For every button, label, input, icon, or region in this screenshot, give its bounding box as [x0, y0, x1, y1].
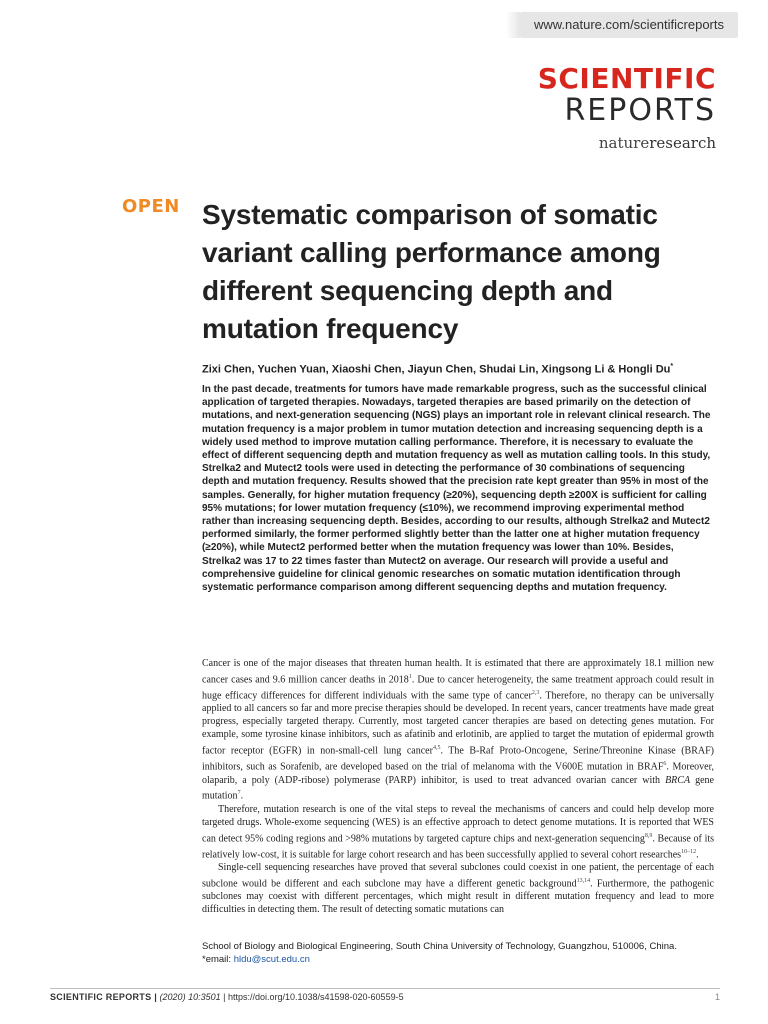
- journal-logo: [538, 64, 716, 152]
- abstract: In the past decade, treatments for tumors have made remarkable progress, such as the successful clinical application of targeted therapies. Nowadays, targeted therapies are based primarily on the detection of mutations, and next-generation sequencing (NGS) plays an important role in relevant clinical research. The mutation frequency is a major problem in tumor mutation detection and increasing sequencing depth is a widely used method to improve mutation calling performance. Therefore, it is necessary to evaluate the effect of different sequencing depth and mutation frequency as well as mutation calling tools. In this study, Strelka2 and Mutect2 tools were used in detecting the performance of 30 combinations of sequencing depth and mutation frequency. Results showed that the precision rate kept greater than 95% in most of the samples. Generally, for higher mutation frequency (≥20%), sequencing depth ≥200X is sufficient for calling 95% mutations; for lower mutation frequency (≤10%), we recommend improving experimental method rather than increasing sequencing depth. Besides, according to our results, although Strelka2 and Mutect2 performed similarly, the former performed slightly better than the latter one at higher mutation frequency (≥20%), while Mutect2 performed better when the mutation frequency was lower than 10%. Besides, Strelka2 was 17 to 22 times faster than Mutect2 on average. Our research will provide a useful and comprehensive guideline for clinical genomic researches on somatic mutation identification through systematic performance comparison among different sequencing depths and mutation frequency.: [202, 384, 711, 594]
- citation-ref[interactable]: 2,3: [531, 690, 540, 697]
- citation-ref[interactable]: 10–12: [681, 848, 697, 855]
- email-link[interactable]: hldu@scut.edu.cn: [233, 954, 310, 965]
- paragraph-1: Cancer is one of the major diseases that threaten human health. It is estimated that there are approximately 18.1 million new cancer cases and 9.6 million cancer deaths in 2018$^1$. Due to cancer heterogeneity, the same treatment approach could result in huge efficacy differences for different individuals with the same type of cancer$^{2,3}$. Therefore, no therapy can be universally applied to all cancers so far and more precise therapies should be developed. In recent years, cancer treatments have made great progress, especially targeted therapy. Currently, most targeted cancer therapies are based on detecting genes mutation. For example, some tyrosine kinase inhibitors, such as afatinib and erlotinib, are applied to target the mutation of epidermal growth factor receptor (EGFR) in non-small-cell lung cancer$^{4,5}$. The B-Raf Proto-Oncogene, Serine/Threonine Kinase (BRAF) inhibitors, such as Sorafenib, are developed based on the trial of melanoma with the V600E mutation in BRAF$^6$. Moreover, olaparib, a poly (ADP-ribose) polymerase (PARP) inhibitor, is used to treat advanced ovarian cancer with BRCA gene mutation$^7$.: [202, 658, 715, 802]
- corresponding-author-mark: *: [670, 363, 674, 370]
- citation-ref[interactable]: 7: [237, 790, 241, 797]
- article-title: Systematic comparison of somatic variant calling performance among different sequencing depth and mutation frequency: [202, 199, 661, 344]
- publisher-logo: [538, 134, 716, 152]
- journal-name-line1: SCIENTIFIC: [537, 62, 716, 95]
- citation-ref[interactable]: 6: [663, 761, 667, 768]
- affiliation-block: [202, 940, 722, 966]
- open-access-badge: OPEN: [122, 196, 180, 217]
- footer-journal: SCIENTIFIC REPORTS |: [50, 992, 158, 1002]
- email-line: *email: hldu@scut.edu.cn: [202, 954, 310, 965]
- citation-ref[interactable]: 8,9: [644, 832, 653, 839]
- citation-ref[interactable]: 1: [408, 673, 412, 680]
- publisher-suffix: research: [649, 134, 716, 152]
- footer-divider: [50, 988, 720, 989]
- citation-ref[interactable]: 4,5: [432, 745, 441, 752]
- journal-name-line2: REPORTS: [564, 93, 716, 128]
- publisher-prefix: nature: [598, 134, 650, 152]
- affiliation-line: School of Biology and Biological Engineering, South China University of Technology, Guangzhou, 510006, China.: [202, 941, 677, 952]
- page-footer: [50, 992, 720, 1002]
- paragraph-3: Single-cell sequencing researches have proved that several subclones could coexist in one patient, the percentage of each subclone would be different and each subclone may have a different genetic background$^{13,14}$. Furthermore, the pathogenic subclones may coexist with different percentages, which might result in different mutation frequency and lead to more difficulties in detecting them. The result of detecting somatic mutations can: [202, 861, 714, 916]
- paragraph-2: Therefore, mutation research is one of the vital steps to reveal the mechanisms of cancers and could help develop more targeted drugs. Whole-exome sequencing (WES) is an effective approach to detect genome mutations. It is reported that WES can detect 95% coding regions and >98% mutations by targeted capture chips and next-generation sequencing$^{8,9}$. Because of its relatively low-cost, it is suitable for large cohort research and has been successfully applied to several cohort researches$^{10-12}$.: [202, 803, 715, 861]
- main-text: [202, 658, 714, 917]
- authors-text: Zixi Chen, Yuchen Yuan, Xiaoshi Chen, Jiayun Chen, Shudai Lin, Xingsong Li & Hongli Du: [202, 363, 671, 376]
- author-list: [202, 360, 722, 377]
- page-number: 1: [714, 992, 720, 1002]
- citation-ref[interactable]: 13,14: [576, 877, 591, 884]
- footer-citation: (2020) 10:3501: [159, 992, 221, 1002]
- footer-doi[interactable]: | https://doi.org/10.1038/s41598-020-60559-5: [220, 992, 404, 1002]
- journal-url[interactable]: www.nature.com/scientificreports: [520, 12, 738, 38]
